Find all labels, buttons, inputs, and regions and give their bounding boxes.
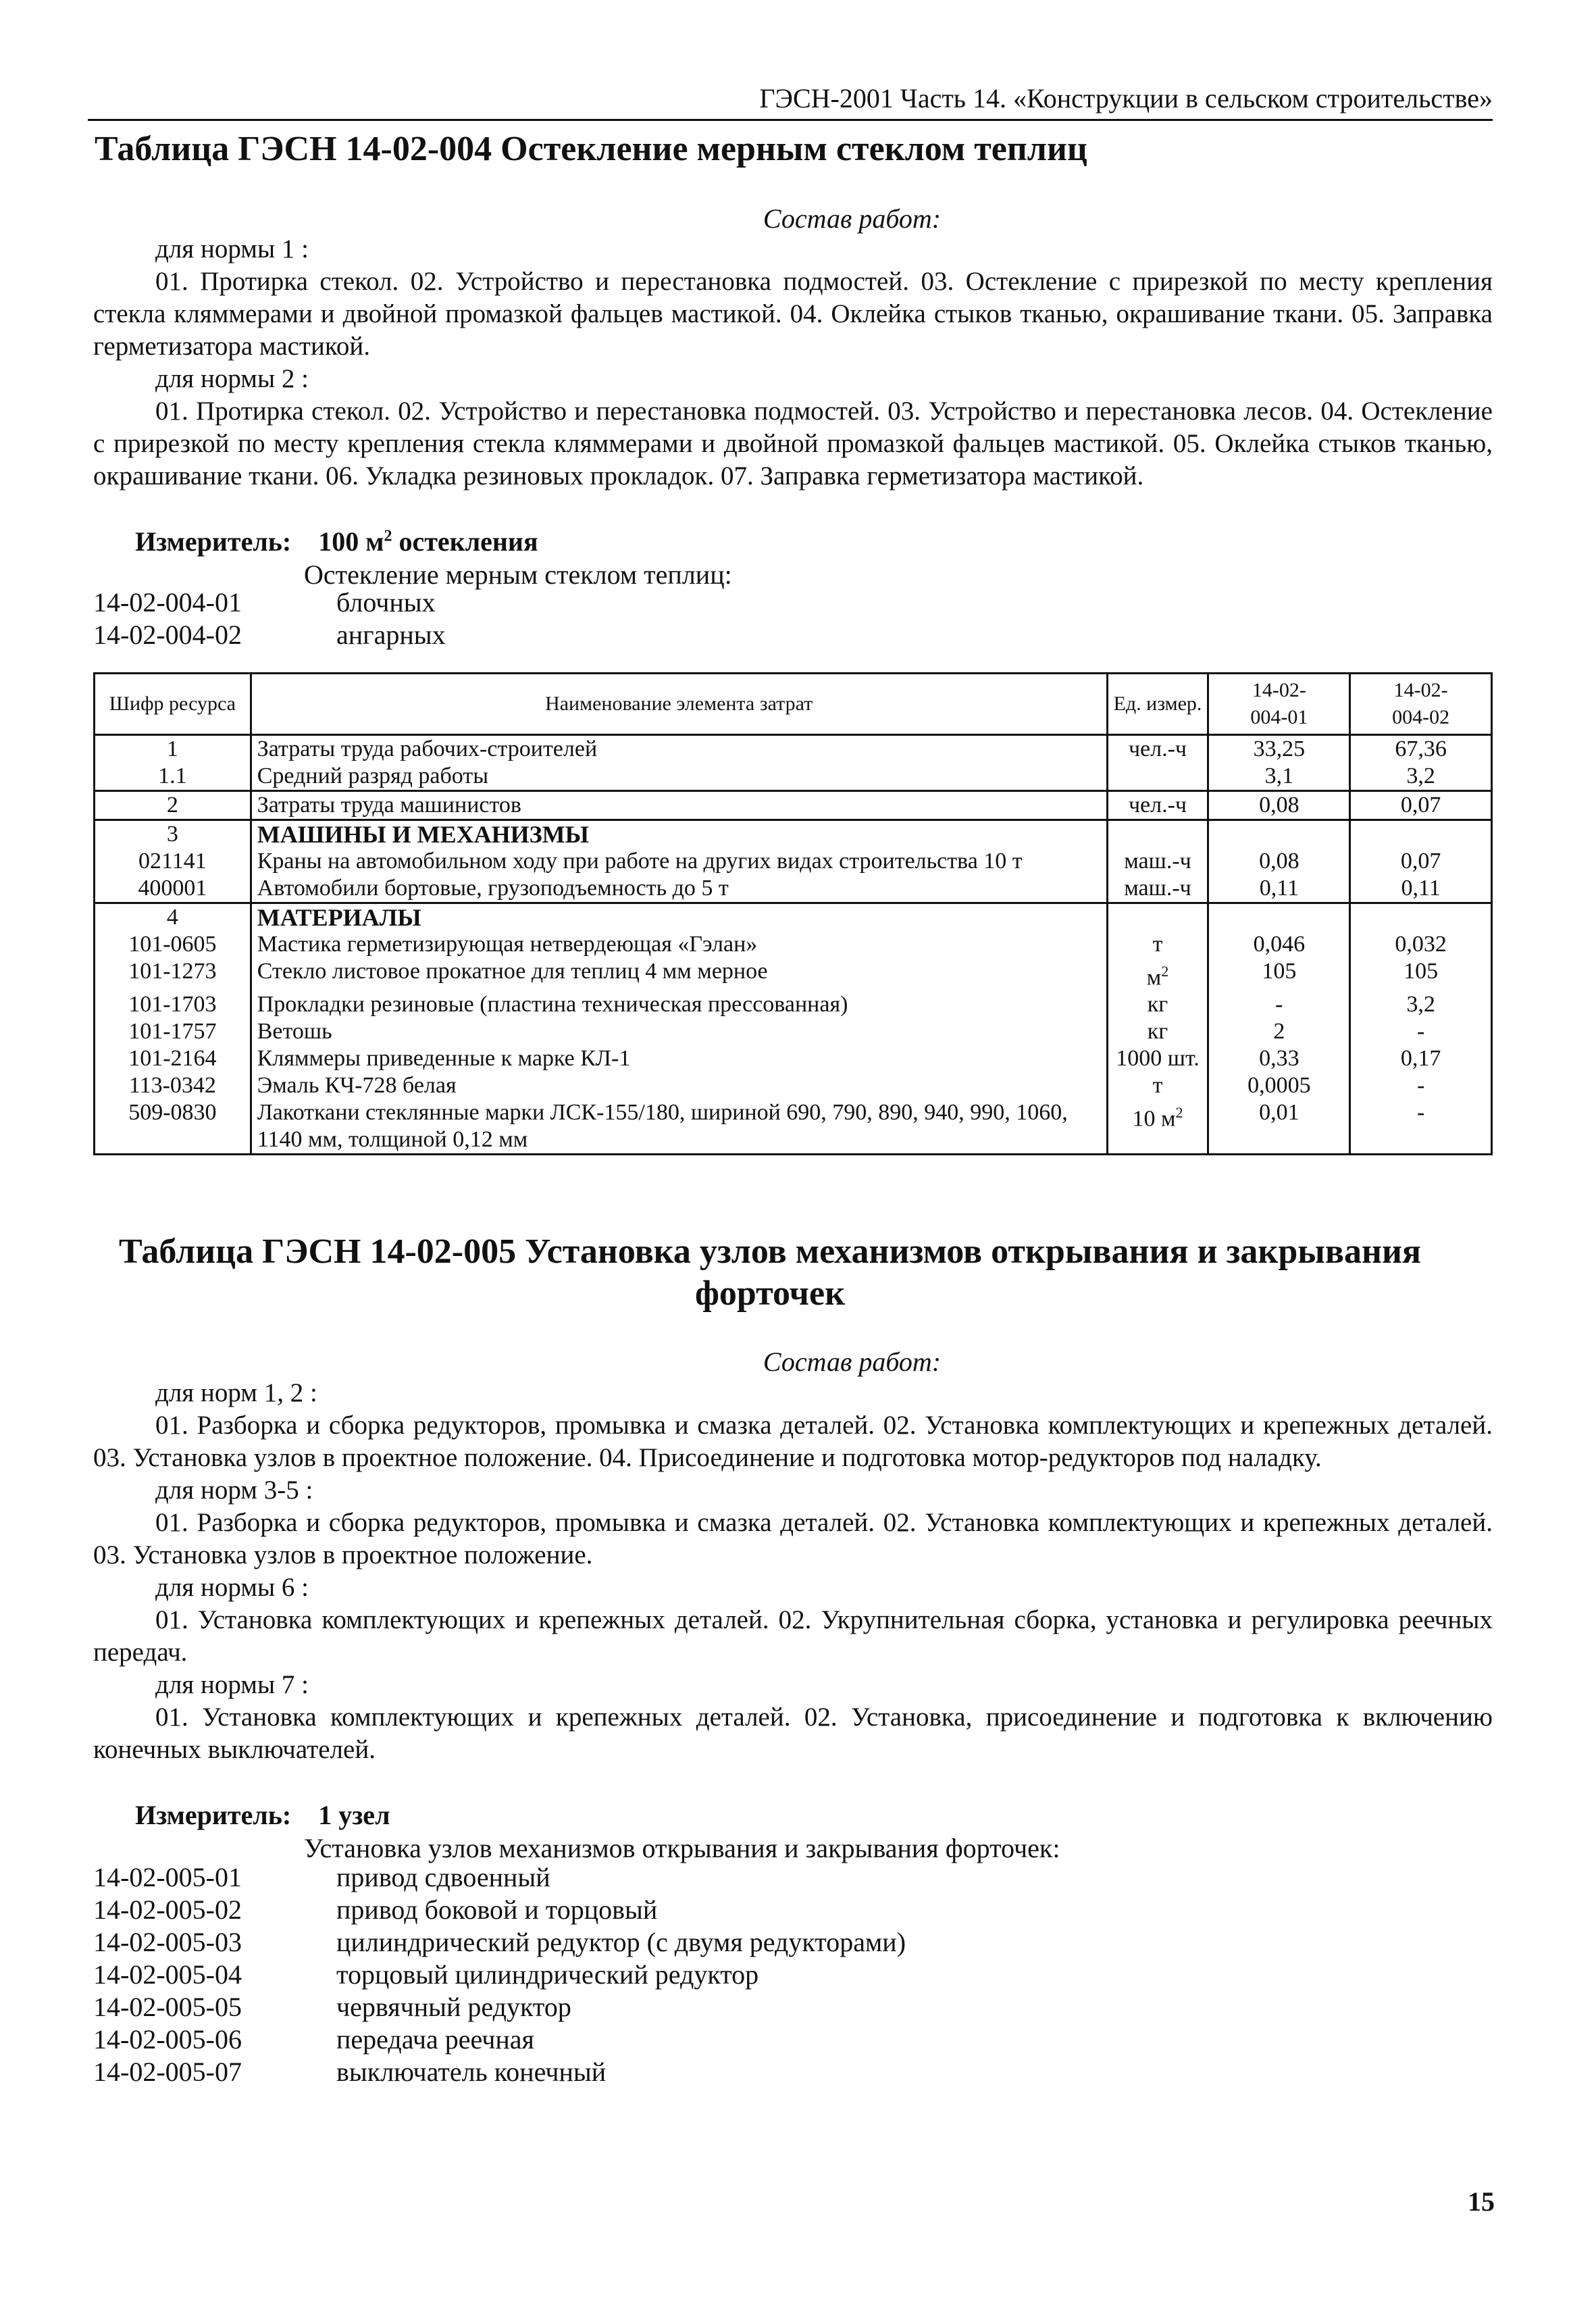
norm-name: ангарных <box>336 620 446 650</box>
code-row <box>93 1926 906 1959</box>
works-text: 01. Разборка и сборка редукторов, промывка и смазка деталей. 02. Установка комплектующих и крепежных деталей. 03. Установка узлов в проектное положение. <box>93 1508 1493 1569</box>
norm-name: привод боковой и торцовый <box>336 1894 658 1925</box>
norm-code: 14-02-005-02 <box>93 1894 242 1925</box>
table-row: 101-1273 Стекло листовое прокатное для теплиц 4 мм мерное $м^2$ 105 105 <box>95 958 1492 991</box>
measure-tail: остекления <box>392 526 538 557</box>
table-row: 3 МАШИНЫ И МЕХАНИЗМЫ <box>95 820 1492 849</box>
running-header: ГЭСН-2001 Часть 14. «Конструкции в сельском строительстве» <box>759 83 1493 114</box>
table2-title <box>95 1231 1445 1315</box>
col-header-code: Шифр ресурса <box>95 674 251 735</box>
table-row: 101-0605 Мастика герметизирующая нетвердеющая «Гэлан» т 0,046 0,032 <box>95 931 1492 958</box>
table-row: 4 МАТЕРИАЛЫ <box>95 903 1492 932</box>
table2-title-line1: Таблица ГЭСН 14-02-005 Установка узлов механизмов открывания и закрывания <box>118 1232 1422 1271</box>
norm-name: торцовый цилиндрический редуктор <box>336 1959 759 1990</box>
code-row <box>93 1861 906 1894</box>
norm-code: 14-02-004-02 <box>93 620 242 650</box>
norm-for: для нормы 7 : <box>155 1670 309 1699</box>
works-text: 01. Разборка и сборка редукторов, промывка и смазка деталей. 02. Установка комплектующих и крепежных деталей. 03. Установка узлов в проектное положение. 04. Присоединение и подготовка мотор-редукторов под наладку. <box>93 1411 1493 1472</box>
norm-name: блочных <box>336 587 436 618</box>
col-header-norm-2: 14-02- 004-02 <box>1350 674 1492 735</box>
table2-code-list <box>93 1861 906 2088</box>
measure-value: 100 м <box>318 526 384 557</box>
table-row: 101-1703 Прокладки резиновые (пластина техническая прессованная) кг - 3,2 <box>95 991 1492 1018</box>
norm-for: для норм 3-5 : <box>155 1476 313 1505</box>
table-header-row <box>95 674 1492 735</box>
col-header-norm-1: 14-02- 004-01 <box>1208 674 1350 735</box>
norm-code: 14-02-005-07 <box>93 2057 242 2087</box>
norm-name: привод сдвоенный <box>336 1862 550 1892</box>
norm-code: 14-02-005-06 <box>93 2024 242 2055</box>
code-row <box>93 586 446 619</box>
measure-label: Измеритель: <box>135 1800 292 1830</box>
table1-measure <box>135 526 538 557</box>
norm-code: 14-02-005-03 <box>93 1927 242 1957</box>
table-row: 1.1 Средний разряд работы 3,1 3,2 <box>95 763 1492 791</box>
code-row <box>93 1959 906 1991</box>
measure-value: 1 узел <box>318 1800 390 1830</box>
norm-for: для нормы 2 : <box>155 364 309 393</box>
code-row <box>93 2023 906 2056</box>
header-rule <box>88 119 1493 121</box>
norm-code: 14-02-005-04 <box>93 1959 242 1990</box>
works-text: 01. Протирка стекол. 02. Устройство и перестановка подмостей. 03. Остекление с прирезкой по месту крепления стекла кляммерами и двойной промазкой фальцев мастикой. 04. Оклейка стыков тканью, окрашивание ткани. 05. Заправка герметизатора мастикой. <box>93 267 1493 361</box>
table-row: 101-2164 Кляммеры приведенные к марке КЛ-1 1000 шт. 0,33 0,17 <box>95 1045 1492 1072</box>
code-row <box>93 1894 906 1926</box>
table-row: 2 Затраты труда машинистов чел.-ч 0,08 0,07 <box>95 791 1492 820</box>
norm-for: для нормы 6 : <box>155 1573 309 1602</box>
code-row <box>93 1991 906 2023</box>
table1-caption: Остекление мерным стеклом теплиц: <box>304 559 732 590</box>
norm-code: 14-02-004-01 <box>93 587 242 618</box>
table2-caption: Установка узлов механизмов открывания и закрывания форточек: <box>304 1833 1060 1863</box>
table2-composition-label: Состав работ: <box>763 1347 942 1377</box>
table-row: 101-1757 Ветошь кг 2 - <box>95 1018 1492 1045</box>
measure-sup: 2 <box>384 527 392 545</box>
table2-title-line2: форточек <box>694 1274 846 1313</box>
table-row: 400001 Автомобили бортовые, грузоподъемность до 5 т маш.-ч 0,11 0,11 <box>95 875 1492 903</box>
norm-for: для нормы 1 : <box>155 234 309 263</box>
norm-name: выключатель конечный <box>336 2057 607 2087</box>
table1-title: Таблица ГЭСН 14-02-004 Остекление мерным стеклом теплиц <box>95 130 1087 168</box>
table1-norms <box>93 233 1493 493</box>
norm-name: червячный редуктор <box>336 1992 571 2022</box>
table2-norms <box>93 1377 1493 1766</box>
col-header-unit: Ед. измер. <box>1107 674 1208 735</box>
table-row: 1 Затраты труда рабочих-строителей чел.-ч 33,25 67,36 <box>95 735 1492 763</box>
works-text: 01. Установка комплектующих и крепежных деталей. 02. Установка, присоединение и подготовка к включению конечных выключателей. <box>93 1703 1493 1764</box>
code-row <box>93 2056 906 2088</box>
page-number: 15 <box>1468 2186 1495 2217</box>
table1-composition-label: Состав работ: <box>763 203 942 234</box>
norm-name: передача реечная <box>336 2024 534 2055</box>
table-row: 509-0830 Лакоткани стеклянные марки ЛСК-155/180, шириной 690, 790, 890, 940, 990, 1060, 1140 мм, толщиной 0,12 мм 10 $м^2$ 0,01 - <box>95 1099 1492 1155</box>
table-row: 021141 Краны на автомобильном ходу при работе на других видах строительства 10 т маш.-ч 0,08 0,07 <box>95 848 1492 875</box>
table2-measure <box>135 1799 390 1831</box>
works-text: 01. Протирка стекол. 02. Устройство и перестановка подмостей. 03. Устройство и перестановка лесов. 04. Остекление с прирезкой по месту крепления стекла кляммерами и двойной промазкой фальцев мастикой. 05. Оклейка стыков тканью, окрашивание ткани. 06. Укладка резиновых прокладок. 07. Заправка герметизатора мастикой. <box>93 397 1493 491</box>
code-row <box>93 619 446 651</box>
measure-label: Измеритель: <box>135 526 292 557</box>
table-row: 113-0342 Эмаль КЧ-728 белая т 0,0005 - <box>95 1072 1492 1099</box>
col-header-name: Наименование элемента затрат <box>251 674 1107 735</box>
resource-table <box>93 672 1493 1155</box>
works-text: 01. Установка комплектующих и крепежных деталей. 02. Укрупнительная сборка, установка и регулировка реечных передач. <box>93 1605 1493 1667</box>
norm-name: цилиндрический редуктор (с двумя редукторами) <box>336 1927 906 1957</box>
norm-code: 14-02-005-01 <box>93 1862 242 1892</box>
norm-for: для норм 1, 2 : <box>155 1378 317 1407</box>
table1-code-list <box>93 586 446 651</box>
norm-code: 14-02-005-05 <box>93 1992 242 2022</box>
